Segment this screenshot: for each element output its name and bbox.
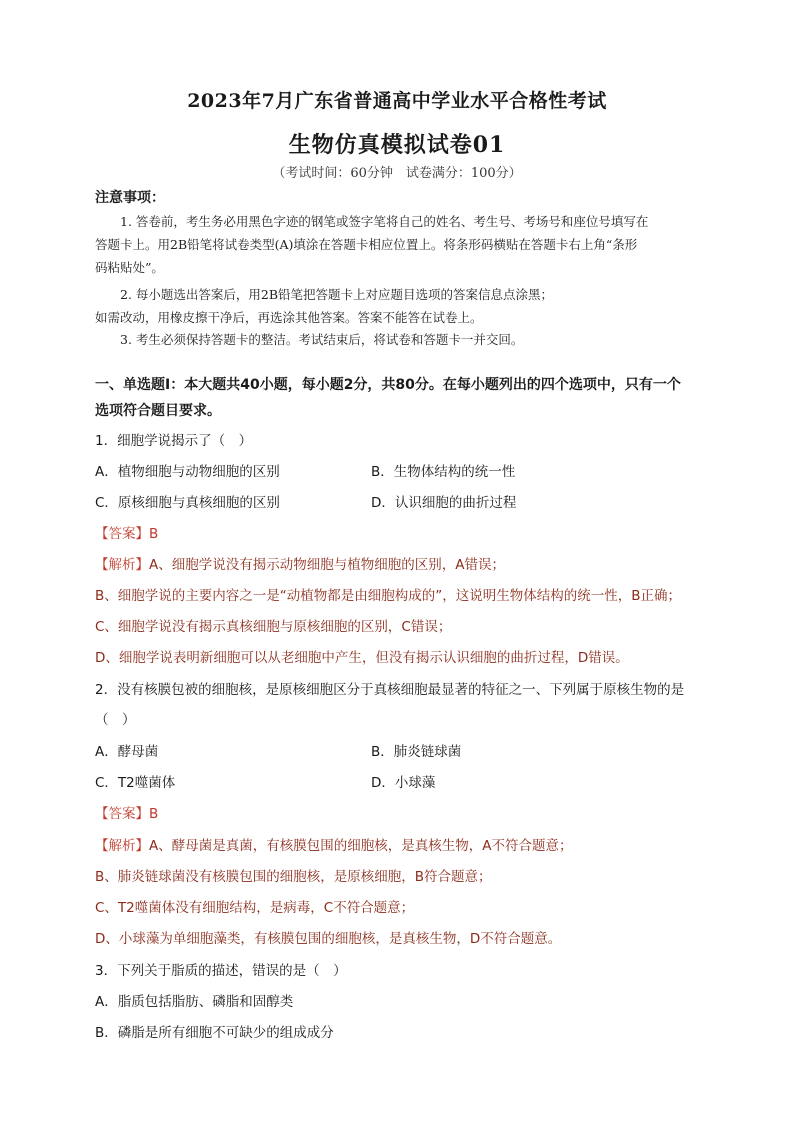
- question-2-explanation-3: C、T2噬菌体没有细胞结构，是病毒，C不符合题意；: [95, 900, 415, 916]
- notes-item-1: [95, 210, 707, 279]
- question-3-option-b: B．磷脂是所有细胞不可缺少的组成成分: [95, 1025, 334, 1041]
- notes-item-1-line-2: 答题卡上。用2B铅笔将试卷类型(A)填涂在答题卡相应位置上。将条形码横贴在答题卡右上角“条形: [95, 237, 638, 252]
- question-1-explanation-2: B、细胞学说的主要内容之一是“动植物都是由细胞构成的”，这说明生物体结构的统一性，B正确；: [95, 588, 682, 604]
- explanation-text: A、酵母菌是真菌，有核膜包围的细胞核，是真核生物，A不符合题意；: [149, 838, 573, 854]
- question-2-explanation-2: B、肺炎链球菌没有核膜包围的细胞核，是原核细胞，B符合题意；: [95, 869, 492, 885]
- question-3-stem: 3．下列关于脂质的描述，错误的是（ ）: [95, 963, 347, 979]
- paper-subtitle: 生物仿真模拟试卷01: [288, 132, 506, 158]
- question-2-option-a: A．酵母菌: [95, 744, 159, 760]
- explanation-text: A、细胞学说没有揭示动物细胞与植物细胞的区别，A错误；: [149, 557, 505, 573]
- explanation-label: 【解析】: [95, 838, 149, 854]
- notes-item-2-line-1: 2. 每小题选出答案后，用2B铅笔把答题卡上对应题目选项的答案信息点涂黑；: [120, 287, 554, 302]
- question-2-option-d: D．小球藻: [371, 775, 436, 791]
- notes-item-2: [95, 283, 707, 329]
- question-2-explanation-1: [95, 836, 710, 856]
- question-2-stem: 2．没有核膜包被的细胞核，是原核细胞区分于真核细胞最显著的特征之一、下列属于原核生物的是: [95, 682, 685, 698]
- question-1-option-d: D．认识细胞的曲折过程: [371, 495, 517, 511]
- section-heading-line-2: 选项符合题目要求。: [95, 403, 221, 419]
- exam-title: 2023年7月广东省普通高中学业水平合格性考试: [187, 90, 607, 112]
- exam-info: （考试时间：60分钟 试卷满分：100分）: [272, 166, 522, 181]
- question-1-explanation-1: [95, 555, 710, 575]
- section-heading-line-1: 一、单选题Ⅰ：本大题共40小题，每小题2分，共80分。在每小题列出的四个选项中，只有一个: [95, 377, 681, 393]
- notes-item-1-line-3: 码粘贴处”。: [95, 260, 164, 275]
- notes-item-2-line-2: 如需改动，用橡皮擦干净后，再选涂其他答案。答案不能答在试卷上。: [95, 310, 483, 325]
- notes-title: 注意事项：: [95, 190, 165, 206]
- question-2-stem-continued: （ ）: [95, 712, 136, 728]
- question-2-explanation-4: D、小球藻为单细胞藻类，有核膜包围的细胞核，是真核生物，D不符合题意。: [95, 931, 562, 947]
- question-1-stem: 1．细胞学说揭示了（ ）: [95, 433, 253, 449]
- question-1-explanation-3: C、细胞学说没有揭示真核细胞与原核细胞的区别，C错误；: [95, 619, 452, 635]
- question-2-answer: 【答案】B: [95, 806, 159, 822]
- question-1-option-b: B．生物体结构的统一性: [371, 464, 516, 480]
- explanation-label: 【解析】: [95, 557, 149, 573]
- question-1-answer: 【答案】B: [95, 526, 159, 542]
- question-2-option-c: C．T2噬菌体: [95, 775, 176, 791]
- question-1-option-c: C．原核细胞与真核细胞的区别: [95, 495, 280, 511]
- question-1-option-a: A．植物细胞与动物细胞的区别: [95, 464, 280, 480]
- notes-item-3-line-1: 3. 考生必须保持答题卡的整洁。考试结束后，将试卷和答题卡一并交回。: [120, 332, 524, 347]
- question-3-option-a: A．脂质包括脂肪、磷脂和固醇类: [95, 994, 294, 1010]
- notes-item-1-line-1: 1. 答卷前，考生务必用黑色字迹的钢笔或签字笔将自己的姓名、考生号、考场号和座位号填写在: [120, 214, 649, 229]
- section-heading: [95, 372, 707, 424]
- notes-item-3: [95, 328, 707, 351]
- question-1-explanation-4: D、细胞学说表明新细胞可以从老细胞中产生，但没有揭示认识细胞的曲折过程，D错误。: [95, 650, 629, 666]
- question-2-option-b: B．肺炎链球菌: [371, 744, 462, 760]
